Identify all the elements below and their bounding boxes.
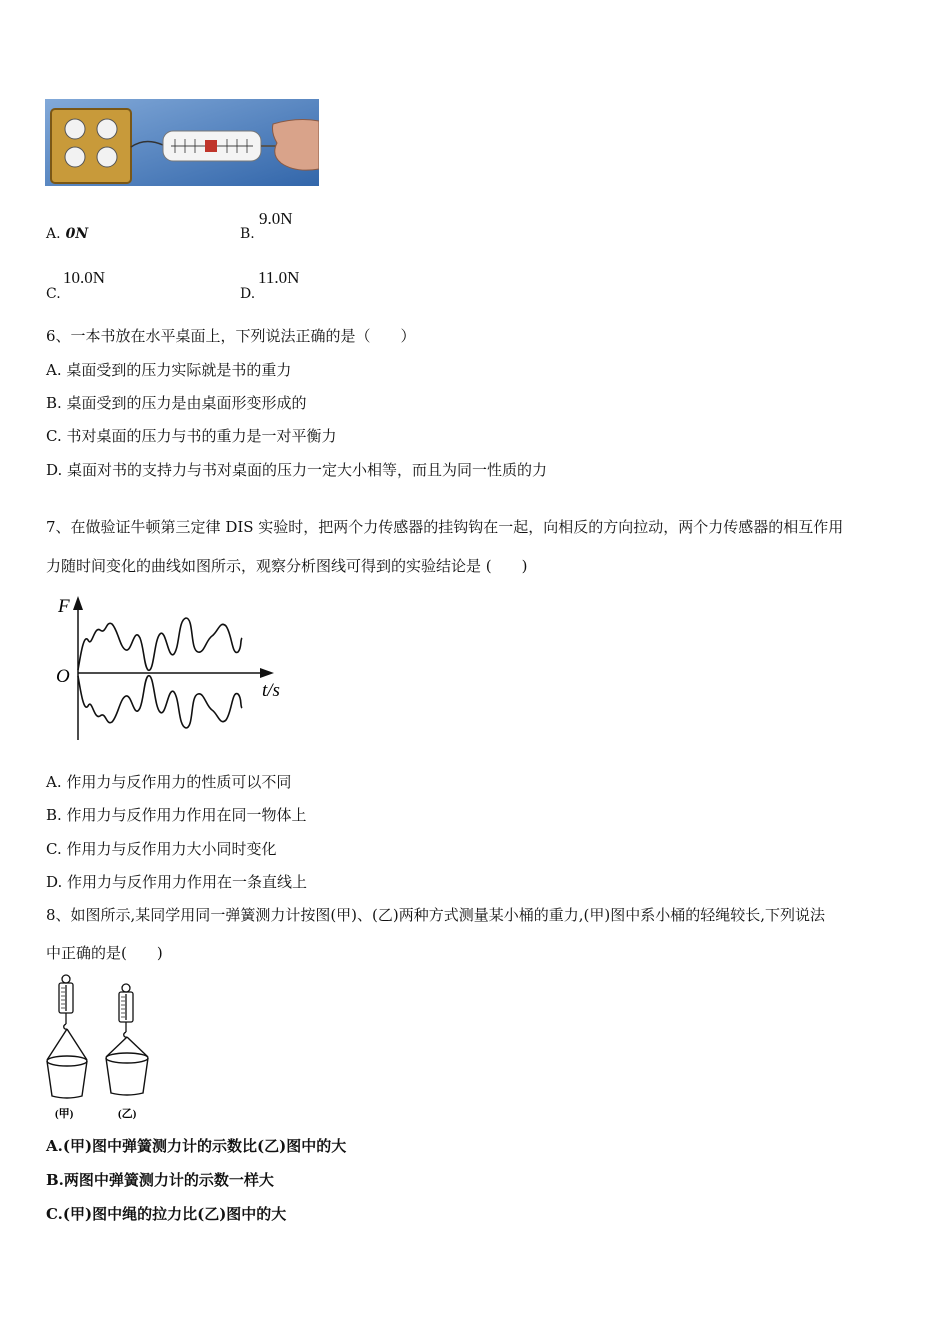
force-curve-lower [78,676,242,728]
spring-scale-photo-drawing [45,99,319,186]
bucket-figure-svg [42,972,162,1122]
option-d-value: 11.0N [258,268,300,287]
option-a[interactable] [46,223,88,242]
question-6-option-a[interactable]: A. 桌面受到的压力实际就是书的重力 [46,361,292,379]
y-axis-arrow [73,596,83,610]
option-c-value: 10.0N [63,268,106,287]
force-time-graph [50,590,290,745]
question-6-option-b[interactable]: B. 桌面受到的压力是由桌面形变形成的 [46,394,307,412]
option-b[interactable] [240,223,255,242]
bucket-jia [47,1029,87,1098]
origin-label: O [56,666,70,687]
question-7-option-b[interactable]: B. 作用力与反作用力作用在同一物体上 [46,806,307,824]
question-7-option-d[interactable]: D. 作用力与反作用力作用在一条直线上 [46,873,308,891]
question-7-stem-line1: 7、在做验证牛顿第三定律 DIS 实验时，把两个力传感器的挂钩钩在一起，向相反的方向拉动，两个力传感器的相互作用 [46,518,844,536]
option-letter: D. [240,286,256,302]
question-7-stem-line2: 力随时间变化的曲线如图所示，观察分析图线可得到的实验结论是 ( ) [46,557,528,575]
figure-label-yi: (乙) [118,1108,137,1120]
question-8-option-a[interactable]: A.(甲)图中弹簧测力计的示数比(乙)图中的大 [46,1137,347,1155]
option-value: 0N [65,226,89,242]
force-curve-upper [78,618,242,670]
question-8-option-c[interactable]: C.(甲)图中绳的拉力比(乙)图中的大 [46,1205,287,1223]
option-letter: A. [46,226,61,242]
force-time-graph-svg [50,590,290,745]
option-letter: C. [46,286,61,302]
question-8-stem-line1: 8、如图所示,某同学用同一弹簧测力计按图(甲)、(乙)两种方式测量某小桶的重力,(甲)图中系小桶的轻绳较长,下列说法 [46,906,825,924]
bucket-yi [106,1037,148,1095]
spring-scale-jia [59,975,73,1029]
question-8-option-b[interactable]: B.两图中弹簧测力计的示数一样大 [46,1171,274,1189]
spring-scale-yi [119,984,133,1037]
option-d[interactable] [240,283,255,302]
question-6-option-c[interactable]: C. 书对桌面的压力与书的重力是一对平衡力 [46,427,337,445]
question-7-option-c[interactable]: C. 作用力与反作用力大小同时变化 [46,840,277,858]
figure-label-jia: (甲) [55,1108,74,1120]
option-c[interactable] [46,283,61,302]
spring-scale-photo [45,99,319,186]
question-8-stem-line2: 中正确的是( ) [46,944,163,962]
question-7-option-a[interactable]: A. 作用力与反作用力的性质可以不同 [46,773,292,791]
y-axis-label: F [58,596,70,617]
option-letter: B. [240,226,255,242]
option-b-value: 9.0N [259,209,293,228]
question-6-option-d[interactable]: D. 桌面对书的支持力与书对桌面的压力一定大小相等，而且为同一性质的力 [46,461,548,479]
question-6-stem: 6、一本书放在水平桌面上，下列说法正确的是（ ） [46,327,416,345]
x-axis-label [262,680,280,701]
x-axis-arrow [260,668,274,678]
x-axis-label-text: t/s [262,680,280,701]
bucket-figure [42,972,162,1122]
